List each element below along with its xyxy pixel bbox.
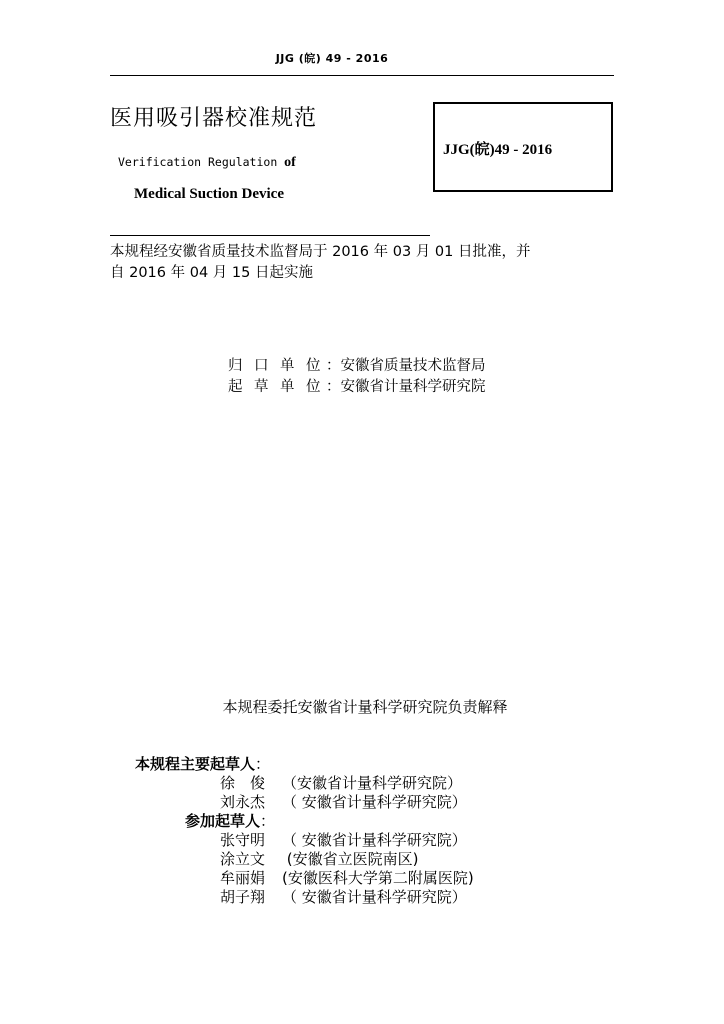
- document-title-english-line2: Medical Suction Device: [134, 186, 284, 202]
- regulation-code: JJG(皖)49 - 2016: [443, 142, 553, 158]
- approval-statement-line1: 本规程经安徽省质量技术监督局于 2016 年 03 月 01 日批准，并: [110, 244, 531, 260]
- drafter-org: （ 安徽省计量科学研究院）: [282, 793, 467, 811]
- title-english-of: of: [284, 155, 296, 170]
- participant-org: （ 安徽省计量科学研究院）: [282, 888, 467, 906]
- participant-row: [220, 886, 467, 907]
- document-title-english-line1: [118, 151, 296, 171]
- main-drafters-heading: 本规程主要起草人：: [135, 755, 271, 773]
- title-english-prefix: Verification Regulation: [118, 155, 285, 169]
- responsible-unit-row: [228, 354, 486, 375]
- drafter-row: [220, 772, 462, 793]
- participant-row: [220, 829, 467, 850]
- participant-name: 张守明: [220, 831, 266, 849]
- drafter-name: 刘永杰: [220, 793, 266, 811]
- responsible-unit-label: 归 口 单 位: [228, 358, 321, 374]
- header-divider: [110, 75, 614, 76]
- participant-org: （ 安徽省计量科学研究院）: [282, 831, 467, 849]
- participant-org: (安徽医科大学第二附属医院): [282, 869, 474, 887]
- document-title-chinese: 医用吸引器校准规范: [110, 106, 318, 131]
- drafting-unit-row: [228, 375, 486, 396]
- participant-org: (安徽省立医院南区): [282, 850, 419, 868]
- participating-drafters-heading: 参加起草人：: [185, 812, 276, 830]
- drafting-unit-label: 起 草 单 位: [228, 379, 321, 395]
- drafter-org: （安徽省计量科学研究院）: [282, 774, 463, 792]
- drafter-row: [220, 791, 467, 812]
- participant-name: 涂立文: [220, 850, 266, 868]
- participant-name: 胡子翔: [220, 888, 266, 906]
- drafting-unit-value: ：安徽省计量科学研究院: [326, 379, 486, 395]
- participant-row: [220, 867, 474, 888]
- responsible-unit-value: ：安徽省质量技术监督局: [326, 358, 486, 374]
- participant-name: 牟丽娟: [220, 869, 266, 887]
- participant-row: [220, 848, 418, 869]
- interpretation-statement: 本规程委托安徽省计量科学研究院负责解释: [222, 698, 508, 716]
- drafter-name: 徐 俊: [220, 774, 266, 792]
- running-header-code: JJG (皖) 49 - 2016: [275, 52, 389, 65]
- approval-statement-line2: 自 2016 年 04 月 15 日起实施: [110, 265, 313, 281]
- title-divider: [110, 235, 430, 236]
